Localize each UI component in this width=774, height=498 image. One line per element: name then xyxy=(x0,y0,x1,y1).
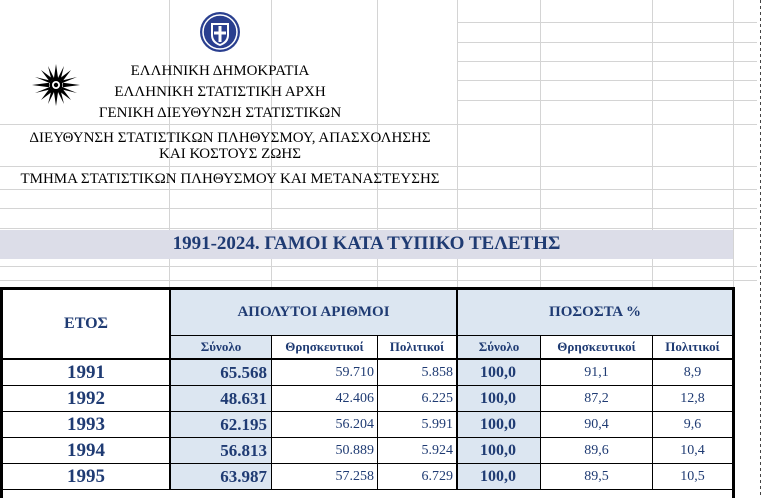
gridline xyxy=(457,22,757,23)
gridline xyxy=(457,100,757,101)
gridline xyxy=(0,228,757,229)
gridline xyxy=(0,208,757,209)
row-pct-total: 100,0 xyxy=(458,438,541,464)
elstat-sun-logo-icon xyxy=(30,63,82,107)
row-pct-civil: 10,5 xyxy=(653,464,732,490)
row-religious: 59.710 xyxy=(272,360,378,386)
department-line-1: ΔΙΕΥΘΥΝΣΗ ΣΤΑΤΙΣΤΙΚΩΝ ΠΛΗΘΥΣΜΟΥ, ΑΠΑΣΧΟΛΗΣΗΣ xyxy=(29,130,431,146)
row-pct-total: 100,0 xyxy=(458,386,541,412)
header-line-democracy: ΕΛΛΗΝΙΚΗ ΔΗΜΟΚΡΑΤΙΑ xyxy=(130,63,310,79)
table-row xyxy=(3,464,732,490)
row-pct-civil: 12,8 xyxy=(653,386,732,412)
row-pct-religious: 90,4 xyxy=(541,412,653,438)
header-line-section: ΤΜΗΜΑ ΣΤΑΤΙΣΤΙΚΩΝ ΠΛΗΘΥΣΜΟΥ ΚΑΙ ΜΕΤΑΝΑΣΤΕΥΣΗΣ xyxy=(20,171,440,187)
row-civil: 5.991 xyxy=(378,412,458,438)
row-religious: 50.889 xyxy=(272,438,378,464)
marriages-table xyxy=(0,287,735,498)
gridline xyxy=(457,42,757,43)
row-civil: 5.924 xyxy=(378,438,458,464)
subheader-civil: Πολιτικοί xyxy=(378,336,458,360)
table-title: 1991-2024. ΓΑΜΟΙ ΚΑΤΑ ΤΥΠΙΚΟ ΤΕΛΕΤΗΣ xyxy=(172,233,561,254)
gridline xyxy=(0,266,757,267)
gridline xyxy=(0,124,757,125)
table-row xyxy=(3,412,732,438)
row-religious: 42.406 xyxy=(272,386,378,412)
subheader-religious: Θρησκευτικοί xyxy=(272,336,378,360)
department-line-2: ΚΑΙ ΚΟΣΤΟΥΣ ΖΩΗΣ xyxy=(159,146,301,162)
row-pct-civil: 8,9 xyxy=(653,360,732,386)
absolute-numbers-header: ΑΠΟΛΥΤΟΙ ΑΡΙΘΜΟΙ xyxy=(171,290,458,336)
gridline xyxy=(457,80,757,81)
row-civil: 5.858 xyxy=(378,360,458,386)
row-year: 1993 xyxy=(3,412,171,438)
row-total: 62.195 xyxy=(171,412,272,438)
row-total: 56.813 xyxy=(171,438,272,464)
row-pct-total: 100,0 xyxy=(458,464,541,490)
row-civil: 6.729 xyxy=(378,464,458,490)
header-line-directorate: ΓΕΝΙΚΗ ΔΙΕΥΘΥΝΣΗ ΣΤΑΤΙΣΤΙΚΩΝ xyxy=(98,105,342,121)
greek-coat-of-arms-icon xyxy=(199,11,241,53)
sheet-edge xyxy=(760,0,761,498)
year-header: ΕΤΟΣ xyxy=(3,290,171,360)
row-pct-civil: 9,6 xyxy=(653,412,732,438)
gridline xyxy=(0,166,757,167)
subheader-pct-total: Σύνολο xyxy=(458,336,541,360)
row-year: 1995 xyxy=(3,464,171,490)
gridline xyxy=(0,280,757,281)
row-pct-civil: 10,4 xyxy=(653,438,732,464)
header-line-department xyxy=(0,130,460,162)
row-pct-total: 100,0 xyxy=(458,360,541,386)
table-row xyxy=(3,438,732,464)
row-year: 1992 xyxy=(3,386,171,412)
row-civil: 6.225 xyxy=(378,386,458,412)
row-total: 48.631 xyxy=(171,386,272,412)
row-religious: 56.204 xyxy=(272,412,378,438)
header-line-authority: ΕΛΛΗΝΙΚΗ ΣΤΑΤΙΣΤΙΚΗ ΑΡΧΗ xyxy=(114,84,326,100)
row-pct-religious: 89,6 xyxy=(541,438,653,464)
row-total: 65.568 xyxy=(171,360,272,386)
table-row xyxy=(3,360,732,386)
row-pct-religious: 89,5 xyxy=(541,464,653,490)
subheader-pct-civil: Πολιτικοί xyxy=(653,336,732,360)
row-year: 1991 xyxy=(3,360,171,386)
percentages-header: ΠΟΣΟΣΤΑ % xyxy=(458,290,732,336)
gridline xyxy=(733,0,734,290)
row-year: 1994 xyxy=(3,438,171,464)
subheader-pct-religious: Θρησκευτικοί xyxy=(541,336,653,360)
gridline xyxy=(0,189,757,190)
row-religious: 57.258 xyxy=(272,464,378,490)
table-row xyxy=(3,386,732,412)
row-pct-total: 100,0 xyxy=(458,412,541,438)
row-pct-religious: 87,2 xyxy=(541,386,653,412)
row-pct-religious: 91,1 xyxy=(541,360,653,386)
gridline xyxy=(457,61,757,62)
subheader-total: Σύνολο xyxy=(171,336,272,360)
row-total: 63.987 xyxy=(171,464,272,490)
